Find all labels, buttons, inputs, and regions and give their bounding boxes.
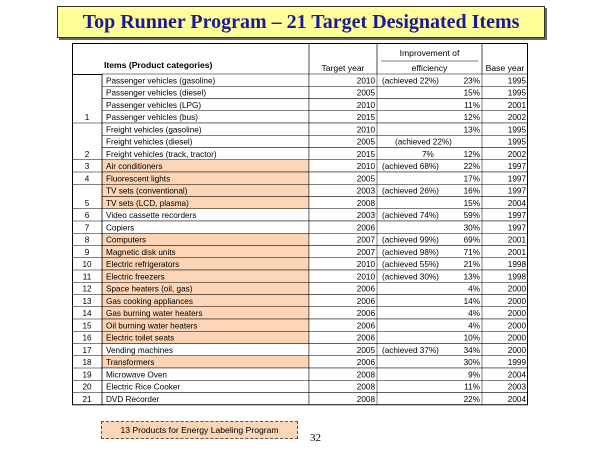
improvement-value: 4%: [468, 321, 480, 331]
value-cell: [309, 356, 528, 368]
item-name: Gas cooking appliances: [106, 296, 193, 306]
target-year: 2010: [356, 125, 375, 135]
improvement-value: 17%: [463, 174, 480, 184]
item-name: Microwave Oven: [106, 370, 167, 380]
value-cell: [309, 295, 528, 307]
target-year: 2008: [356, 382, 375, 392]
base-year: 2001: [507, 100, 526, 110]
target-year: 2006: [356, 309, 375, 318]
achieved-note: (achieved 55%): [382, 260, 439, 269]
improvement-value: 59%: [463, 211, 480, 220]
table-row: [102, 135, 528, 147]
table-row: [85, 111, 528, 123]
base-year: 2000: [507, 321, 526, 331]
value-cell: [309, 99, 528, 111]
table-row: [85, 148, 528, 160]
item-name: Passenger vehicles (diesel): [106, 88, 207, 98]
item-number: 2: [84, 149, 90, 159]
target-year: 2006: [356, 284, 375, 294]
achieved-note: (achieved 22%): [382, 76, 439, 86]
item-number: 7: [84, 223, 90, 233]
target-year: 2010: [356, 100, 375, 110]
header-base-year: Base year: [485, 63, 525, 73]
base-year: 1995: [507, 137, 526, 147]
base-year: 2002: [507, 113, 526, 122]
target-year: 2010: [356, 272, 375, 282]
base-year: 2004: [507, 394, 526, 404]
improvement-value: 15%: [463, 88, 480, 98]
target-year: 2005: [356, 345, 375, 355]
table-grid: [72, 43, 528, 415]
item-name: Copiers: [106, 223, 135, 233]
improvement-value: 71%: [463, 247, 480, 257]
base-year: 2004: [507, 370, 526, 380]
item-number: 11: [82, 272, 92, 282]
header-target-year: Target year: [321, 63, 365, 73]
improvement-value: 11%: [464, 382, 480, 392]
table-row: [85, 160, 528, 172]
item-number: 16: [82, 333, 92, 343]
item-number: 19: [82, 370, 92, 380]
item-number: 12: [82, 284, 92, 294]
improvement-value: 15%: [463, 198, 480, 208]
base-year: 1995: [507, 88, 526, 98]
item-name: Transformers: [106, 358, 155, 367]
item-number: 6: [84, 211, 90, 220]
product-table: [72, 43, 528, 415]
target-year: 2007: [356, 235, 375, 245]
base-year: 1998: [507, 272, 526, 282]
item-number: 21: [82, 394, 92, 404]
achieved-note: (achieved 74%): [382, 211, 439, 220]
table-row: [82, 282, 528, 294]
table-row: [85, 221, 528, 233]
base-year: 1997: [507, 186, 526, 196]
value-cell: [309, 307, 528, 319]
target-year: 2008: [356, 370, 375, 380]
base-year: 2002: [507, 149, 526, 159]
base-year: 1997: [507, 211, 526, 220]
target-year: 2003: [356, 186, 375, 196]
item-name: Vending machines: [106, 345, 173, 355]
base-year: 1995: [507, 125, 526, 135]
item-name: Electric refrigerators: [106, 260, 180, 269]
target-year: 2005: [356, 137, 375, 147]
base-year: 2000: [507, 345, 526, 355]
item-number: 17: [82, 345, 92, 355]
base-year: 2004: [507, 198, 526, 208]
value-cell: [309, 86, 528, 98]
improvement-value: 11%: [464, 100, 480, 110]
target-year: 2005: [356, 174, 375, 184]
table-row: [85, 246, 528, 258]
table-row: [102, 86, 528, 98]
improvement-value: 69%: [463, 235, 480, 245]
base-year: 2000: [507, 296, 526, 306]
table-row: [82, 393, 528, 405]
base-year: 1997: [507, 223, 526, 233]
item-number: 4: [84, 174, 90, 184]
improvement-value: 21%: [463, 260, 480, 269]
target-year: 2008: [356, 198, 375, 208]
table-row: [82, 368, 528, 380]
item-name: Freight vehicles (track, tractor): [106, 149, 217, 159]
item-number: 18: [82, 358, 92, 367]
improvement-value: 10%: [463, 333, 480, 343]
target-year: 2015: [356, 113, 375, 122]
target-year: 2006: [356, 296, 375, 306]
achieved-note: (achieved 22%): [395, 137, 452, 147]
improvement-value: 12%: [463, 113, 480, 122]
item-name: Oil burning water heaters: [106, 321, 198, 331]
value-cell: [309, 172, 528, 184]
table-row: [82, 356, 528, 368]
achieved-note: (achieved 30%): [382, 272, 439, 282]
improvement-value: 13%: [463, 125, 480, 135]
item-name: Electric toilet seats: [106, 333, 175, 343]
target-year: 2007: [356, 247, 375, 257]
header-items: Items (Product categories): [104, 60, 213, 70]
table-row: [102, 99, 528, 111]
table-row: [82, 331, 528, 343]
item-number: 14: [82, 309, 92, 318]
header-improvement-line1: Improvement of: [399, 48, 460, 58]
target-year: 2010: [356, 162, 375, 171]
target-year: 2006: [356, 358, 375, 367]
table-row: [85, 197, 528, 209]
base-year: 2000: [507, 333, 526, 343]
improvement-value: 4%: [468, 284, 480, 294]
target-year: 2006: [356, 223, 375, 233]
table-row: [102, 184, 528, 196]
improvement-value: 4%: [468, 309, 480, 318]
base-year: 1995: [507, 76, 526, 86]
table-row: [82, 295, 528, 307]
item-name: Fluorescent lights: [106, 174, 171, 184]
item-number: 15: [82, 321, 92, 331]
table-row: [82, 307, 528, 319]
item-number: 13: [82, 296, 92, 306]
page-number: 32: [310, 432, 321, 444]
item-name: Passenger vehicles (bus): [106, 113, 198, 122]
value-cell: [309, 368, 528, 380]
value-cell: [309, 393, 528, 405]
base-year: 1998: [507, 260, 526, 269]
target-year: 2006: [356, 321, 375, 331]
value-cell: [309, 331, 528, 343]
table-row: [102, 123, 528, 135]
improvement-value: 14%: [463, 296, 480, 306]
item-name: TV sets (conventional): [106, 186, 188, 196]
base-year: 2003: [507, 382, 526, 392]
achieved-note: (achieved 26%): [382, 186, 439, 196]
base-year: 2000: [507, 284, 526, 294]
item-name: DVD Recorder: [106, 394, 160, 404]
base-year: 1999: [507, 358, 526, 367]
table-row: [85, 209, 528, 221]
title-banner: [57, 6, 545, 38]
target-year: 2003: [356, 211, 375, 220]
table-row: [83, 270, 528, 282]
target-year: 2005: [356, 88, 375, 98]
table-row: [82, 319, 528, 331]
value-cell: [309, 123, 528, 135]
page-title: Top Runner Program – 21 Target Designated Items: [82, 10, 520, 33]
improvement-value: 9%: [468, 370, 480, 380]
achieved-note: 7%: [422, 149, 434, 159]
item-number: 8: [84, 235, 90, 245]
item-name: Space heaters (oil, gas): [106, 284, 193, 294]
target-year: 2010: [356, 260, 375, 269]
item-name: Electric freezers: [106, 272, 165, 282]
item-name: Video cassette recorders: [106, 211, 197, 220]
table-row: [82, 258, 528, 270]
table-row: [85, 233, 528, 245]
base-year: 2001: [507, 235, 526, 245]
item-number: 5: [84, 198, 90, 208]
item-name: Passenger vehicles (gasoline): [106, 76, 216, 86]
item-name: Freight vehicles (diesel): [106, 137, 193, 147]
improvement-value: 22%: [463, 394, 480, 404]
energy-labeling-legend: 13 Products for Energy Labeling Program: [101, 421, 298, 439]
target-year: 2010: [356, 76, 375, 86]
base-year: 1997: [507, 162, 526, 171]
value-cell: [309, 380, 528, 392]
value-cell: [309, 148, 528, 160]
item-name: Electric Rice Cooker: [106, 382, 181, 392]
achieved-note: (achieved 68%): [382, 162, 439, 171]
base-year: 1997: [507, 174, 526, 184]
table-row: [102, 74, 528, 86]
item-name: TV sets (LCD, plasma): [106, 198, 189, 208]
improvement-value: 12%: [463, 149, 480, 159]
value-cell: [309, 319, 528, 331]
item-number: 3: [84, 162, 90, 171]
improvement-value: 34%: [463, 345, 480, 355]
item-name: Freight vehicles (gasoline): [106, 125, 202, 135]
table-row: [82, 380, 528, 392]
improvement-value: 23%: [463, 76, 480, 86]
item-name: Computers: [106, 235, 147, 245]
item-number: 10: [82, 260, 92, 269]
item-name: Gas burning water heaters: [106, 309, 203, 318]
target-year: 2006: [356, 333, 375, 343]
achieved-note: (achieved 98%): [382, 247, 439, 257]
target-year: 2015: [356, 149, 375, 159]
item-number: 9: [84, 247, 90, 257]
base-year: 2001: [507, 247, 526, 257]
target-year: 2008: [356, 394, 375, 404]
item-number: 20: [82, 382, 92, 392]
item-name: Passenger vehicles (LPG): [106, 100, 202, 110]
header-improvement-line2: efficiency: [411, 63, 448, 73]
achieved-note: (achieved 37%): [382, 345, 439, 355]
item-name: Air conditioners: [106, 162, 163, 171]
value-cell: [309, 197, 528, 209]
value-cell: [309, 221, 528, 233]
item-number: 1: [84, 113, 90, 122]
value-cell: [309, 282, 528, 294]
table-row: [85, 172, 528, 184]
improvement-value: 30%: [463, 358, 480, 367]
item-name: Magnetic disk units: [106, 247, 176, 257]
improvement-value: 13%: [463, 272, 480, 282]
base-year: 2000: [507, 309, 526, 318]
improvement-value: 16%: [463, 186, 480, 196]
table-row: [82, 344, 528, 356]
value-cell: [309, 111, 528, 123]
improvement-value: 30%: [463, 223, 480, 233]
improvement-value: 22%: [463, 162, 480, 171]
achieved-note: (achieved 99%): [382, 235, 439, 245]
